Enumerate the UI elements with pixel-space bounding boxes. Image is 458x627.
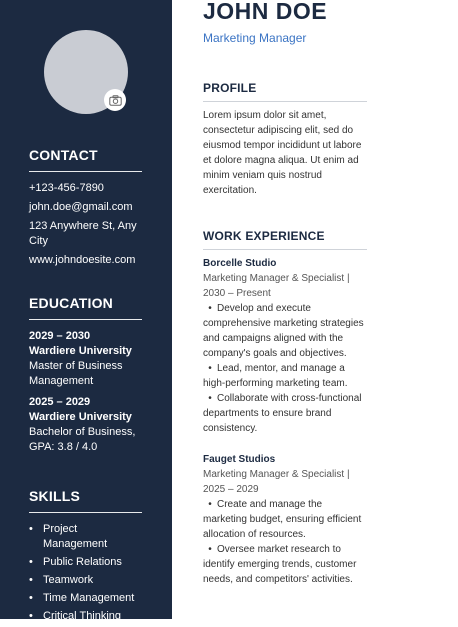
skill-item: • Project Management xyxy=(29,522,142,552)
education-degree: Bachelor of Business, GPA: 3.8 / 4.0 xyxy=(29,426,136,453)
duty-item: • Create and manage the marketing budget, ensuring efficient allocation of resources. xyxy=(203,499,362,540)
contact-section xyxy=(29,146,142,268)
job-role: Marketing Manager & Specialist | 2025 – 2029 xyxy=(203,469,350,495)
job-entry xyxy=(203,452,367,587)
skills-divider xyxy=(29,512,142,513)
skill-item: • Critical Thinking xyxy=(29,609,142,624)
duty-item: • Develop and execute comprehensive marketing strategies and campaigns aligned with the company's goals and objectives. xyxy=(203,303,364,359)
contact-divider xyxy=(29,171,142,172)
profile-section xyxy=(203,80,367,198)
skill-item: • Time Management xyxy=(29,591,142,606)
job-role: Marketing Manager & Specialist | 2030 – Present xyxy=(203,273,350,299)
sidebar xyxy=(0,0,172,622)
candidate-title: Marketing Manager xyxy=(203,31,307,45)
job-company: Borcelle Studio xyxy=(203,258,277,269)
work-heading: WORK EXPERIENCE xyxy=(203,229,325,243)
job-entry xyxy=(203,256,367,436)
contact-email[interactable]: john.doe@gmail.com xyxy=(29,201,133,213)
job-company: Fauget Studios xyxy=(203,454,276,465)
camera-icon[interactable] xyxy=(104,89,126,111)
contact-heading: CONTACT xyxy=(29,147,98,163)
profile-heading: PROFILE xyxy=(203,81,257,95)
work-divider xyxy=(203,249,367,250)
education-divider xyxy=(29,319,142,320)
duty-item: • Collaborate with cross-functional departments to ensure brand consistency. xyxy=(203,393,362,434)
duty-text: Collaborate with cross-functional departments to ensure brand consistency. xyxy=(203,393,362,434)
education-years: 2029 – 2030 xyxy=(29,330,91,342)
job-duties xyxy=(203,497,367,587)
education-years: 2025 – 2029 xyxy=(29,396,91,408)
skills-section xyxy=(29,487,142,627)
candidate-name: JOHN DOE xyxy=(203,0,328,24)
skills-heading: SKILLS xyxy=(29,488,80,504)
skill-item: • Public Relations xyxy=(29,555,142,570)
duty-item: • Oversee market research to identify emerging trends, customer needs, and competitors' activities. xyxy=(203,544,357,585)
contact-phone[interactable]: +123-456-7890 xyxy=(29,182,104,194)
work-section xyxy=(203,228,367,587)
education-school: Wardiere University xyxy=(29,411,132,423)
education-degree: Master of Business Management xyxy=(29,360,123,387)
profile-text: Lorem ipsum dolor sit amet, consectetur adipiscing elit, sed do eiusmod tempor incididunt ut labore et dolore magna aliqua. Ut enim ad minim veniam quis nostrud exercitation. xyxy=(203,110,362,196)
education-section xyxy=(29,294,142,455)
skills-list xyxy=(29,522,142,624)
duty-text: Create and manage the marketing budget, ensuring efficient allocation of resources. xyxy=(203,499,362,540)
job-duties xyxy=(203,301,367,436)
skill-item: • Teamwork xyxy=(29,573,142,588)
contact-address: 123 Anywhere St, Any City xyxy=(29,220,137,247)
profile-divider xyxy=(203,101,367,102)
education-school: Wardiere University xyxy=(29,345,132,357)
duty-item: • Lead, mentor, and manage a high-performing marketing team. xyxy=(203,363,348,389)
duty-text: Oversee market research to identify emerging trends, customer needs, and competitors' activities. xyxy=(203,544,357,585)
contact-website[interactable]: www.johndoesite.com xyxy=(29,254,136,266)
duty-text: Lead, mentor, and manage a high-performing marketing team. xyxy=(203,363,348,389)
duty-text: Develop and execute comprehensive marketing strategies and campaigns aligned with the company's goals and objectives. xyxy=(203,303,364,359)
education-heading: EDUCATION xyxy=(29,295,113,311)
